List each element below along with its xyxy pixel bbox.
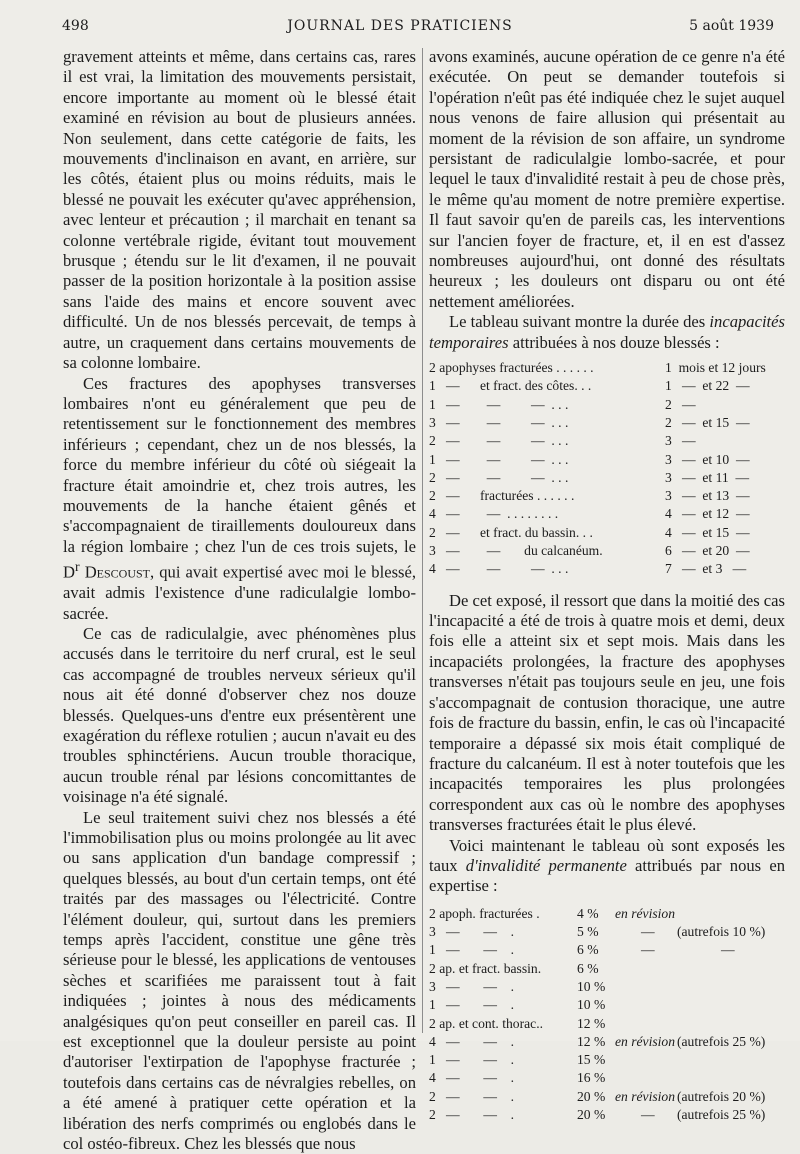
perm-table-case: 2 apoph. fracturées .	[429, 905, 540, 921]
perm-table-revision: —	[641, 924, 655, 940]
temp-table-row	[429, 359, 785, 377]
temp-table-case: 2 — — — . . .	[429, 469, 569, 485]
temp-table-case: 2 — et fract. du bassin. . .	[429, 524, 593, 540]
temp-table-duration: 1 mois et 12 jours	[665, 360, 766, 376]
perm-table-case: 2 ap. et fract. bassin.	[429, 960, 542, 976]
right-p4-a: Voici maintenant le tableau où sont exposés les taux	[429, 835, 785, 875]
temp-table-duration: 3 — et 10 —	[665, 451, 750, 467]
left-column	[63, 47, 416, 1154]
permanent-invalidity-table	[429, 905, 785, 1125]
temp-table-row	[429, 451, 785, 469]
perm-table-rate: 16 %	[577, 1070, 606, 1086]
page-header	[0, 18, 800, 40]
right-paragraph-1: avons examinés, aucune opération de ce genre n'a été exécutée. On peut se demander toutefois si l'opération n'eût pas été indiquée chez le sujet auquel nous venons de faire allusion qui présentait au moment de la révision de son affaire, un syndrome persistant de radiculalgie lombo-sacrée, et pour lequel le taux d'invalidité restait à peu de chose près, le même qu'au moment de notre première expertise. Il faut savoir qu'en de pareils cas, les interventions sur l'ancien foyer de fracture, et, il en est d'assez nombreuses aujourd'hui, ont donné des résultats heureux ; les douleurs ont disparu ou ont été nettement améliorées.	[429, 47, 785, 311]
temp-table-case: 4 — — . . . . . . . .	[429, 506, 559, 522]
perm-table-row	[429, 1106, 785, 1124]
left-p2-text: Ces fractures des apophyses transverses lombaires n'ont eu généralement que peu de retentissement sur le fonctionnement des membres inférieurs ; cependant, chez un de nos blessés, la force du membre inférieur du côté où siégeait la fracture était amoindrie et, chez trois autres, les mouvements de la hanche étaient gênés et s'accompagnaient de tiraillements douloureux dans la région lombaire ; chez l'un de ces trois sujets, le D	[63, 373, 416, 582]
right-paragraph-2	[429, 312, 785, 353]
left-paragraph-3: Ce cas de radiculalgie, avec phénomènes plus accusés dans le territoire du nerf crural, est le seul cas accompagné de troubles nerveux sérieux qu'il nous ait été donné d'observer chez nos douze blessés. Quelques-uns d'entre eux présentèrent une exagération du réflexe rotulien ; aucun n'avait eu des troubles sphinctériens. Aucun trouble thoracique, aucun trouble rénal par lésions concomittantes de voisinage n'a été signalé.	[63, 623, 416, 807]
perm-table-row	[429, 996, 785, 1014]
perm-table-previous: (autrefois 20 %)	[677, 1088, 766, 1104]
perm-table-row	[429, 978, 785, 996]
temp-table-case: 2 — — — . . .	[429, 433, 569, 449]
perm-table-rate: 6 %	[577, 960, 599, 976]
perm-table-case: 4 — — .	[429, 1070, 514, 1086]
perm-table-rate: 6 %	[577, 942, 599, 958]
temp-table-case: 2 apophyses fracturées . . . . . .	[429, 360, 594, 376]
temp-table-case: 3 — — — . . .	[429, 414, 569, 430]
perm-table-rate: 12 %	[577, 1033, 606, 1049]
perm-table-rate: 15 %	[577, 1052, 606, 1068]
page-number: 498	[62, 18, 89, 34]
temp-table-duration: 3 —	[665, 433, 696, 449]
temp-table-row	[429, 432, 785, 450]
temp-table-duration: 4 — et 15 —	[665, 524, 750, 540]
temp-table-duration: 3 — et 11 —	[665, 469, 750, 485]
perm-table-case: 3 — — .	[429, 978, 514, 994]
temp-table-case: 1 — — — . . .	[429, 396, 569, 412]
perm-table-row	[429, 1088, 785, 1106]
right-p4-emphasis: d'invalidité permanente	[465, 855, 627, 875]
temp-table-row	[429, 560, 785, 578]
perm-table-case: 1 — — .	[429, 942, 514, 958]
temp-table-case: 1 — — — . . .	[429, 451, 569, 467]
temp-table-duration: 1 — et 22 —	[665, 378, 750, 394]
perm-table-row	[429, 1051, 785, 1069]
doctor-name: Descoust	[84, 562, 151, 582]
perm-table-previous: (autrefois 25 %)	[677, 1107, 766, 1123]
perm-table-revision: en révision	[615, 905, 676, 921]
perm-table-row	[429, 1069, 785, 1087]
right-p4-b: attribués par nous en expertise :	[429, 855, 785, 896]
perm-table-rate: 10 %	[577, 997, 606, 1013]
perm-table-case: 2 ap. et cont. thorac..	[429, 1015, 543, 1031]
perm-table-revision: en révision	[615, 1088, 676, 1104]
right-p2-b: attribuées à nos douze blessés :	[508, 332, 720, 352]
perm-table-rate: 12 %	[577, 1015, 606, 1031]
right-p2-a: Le tableau suivant montre la durée des	[449, 312, 710, 332]
right-paragraph-4	[429, 836, 785, 897]
temp-table-case: 4 — — — . . .	[429, 561, 569, 577]
perm-table-revision: en révision	[615, 1033, 676, 1049]
temp-table-case: 2 — fracturées . . . . . .	[429, 488, 575, 504]
temp-table-row	[429, 414, 785, 432]
column-divider	[422, 48, 423, 1033]
perm-table-rate: 4 %	[577, 905, 599, 921]
perm-table-row	[429, 960, 785, 978]
right-p2-emphasis: incapacités temporaires	[429, 312, 785, 352]
perm-table-rate: 20 %	[577, 1088, 606, 1104]
perm-table-previous: —	[721, 942, 735, 958]
temp-table-row	[429, 542, 785, 560]
temp-table-row	[429, 505, 785, 523]
perm-table-case: 2 — — .	[429, 1107, 514, 1123]
perm-table-rate: 10 %	[577, 978, 606, 994]
temp-table-duration: 3 — et 13 —	[665, 488, 750, 504]
perm-table-case: 1 — — .	[429, 997, 514, 1013]
temp-table-row	[429, 377, 785, 395]
temp-table-duration: 2 — et 15 —	[665, 414, 750, 430]
temp-table-case: 1 — et fract. des côtes. . .	[429, 378, 592, 394]
perm-table-rate: 5 %	[577, 924, 599, 940]
perm-table-row	[429, 923, 785, 941]
temp-table-row	[429, 469, 785, 487]
right-column	[429, 47, 785, 1124]
left-paragraph-1: gravement atteints et même, dans certains cas, rares il est vrai, la limitation des mouvements persistait, encore importante au moment où le blessé était examiné en révision au bout de plusieurs années. Non seulement, dans cette catégorie de faits, les mouvements d'inclinaison en avant, en arrière, sur les côtés, étaient plus ou moins réduits, mais le blessé ne pouvait les exécuter qu'avec appréhension, avec lenteur et précaution ; il marchait en tenant sa colonne vertébrale rigide, évitant tout mouvement brusque ; étendu sur le lit d'examen, il ne pouvait passer de la position horizontale à la position assise sans l'aide des mains et encore souvent avec difficulté. Un de nos blessés percevait, de temps à autre, un craquement dans certains mouvements de sa colonne lombaire.	[63, 47, 416, 373]
left-paragraph-2	[63, 374, 416, 624]
temp-table-duration: 7 — et 3 —	[665, 561, 747, 577]
perm-table-row	[429, 905, 785, 923]
perm-table-row	[429, 1015, 785, 1033]
issue-date: 5 août 1939	[689, 18, 774, 34]
perm-table-row	[429, 941, 785, 959]
left-paragraph-4: Le seul traitement suivi chez nos blessés a été l'immobilisation plus ou moins prolongée au lit avec ou sans application d'un bandage compressif ; quelques blessés, au bout d'un certain temps, ont été traités par des massages ou l'électricité. Contre l'élément douleur, qui, surtout dans les premiers temps après l'accident, constitue une gêne très sérieuse pour le blessé, les applications de ventouses sèches et scarifiées me paraissent tout à fait indiquées ; jointes à nous des médicaments analgésiques qu'on peut conseiller en pareil cas. Il est exceptionnel que la douleur persiste au point d'autoriser l'extirpation de l'apophyse fracturée ; toutefois dans certains cas de névralgies rebelles, on a été amené à pratiquer cette opération et la libération des nerfs comprimés ou englobés dans le col ostéo-fibreux. Chez les blessés que nous	[63, 807, 416, 1154]
perm-table-previous: (autrefois 25 %)	[677, 1033, 766, 1049]
perm-table-case: 1 — — .	[429, 1052, 514, 1068]
perm-table-case: 2 — — .	[429, 1088, 514, 1104]
perm-table-case: 4 — — .	[429, 1033, 514, 1049]
perm-table-rate: 20 %	[577, 1107, 606, 1123]
right-paragraph-3: De cet exposé, il ressort que dans la moitié des cas l'incapacité a été de trois à quatre mois et demi, deux fois elle a atteint six et sept mois. Mais dans les incapaciéts prolongées, la fracture des apophyses transverses n'était pas toujours seule en jeu, une fois s'accompagnait de contusion thoracique, une autre fois de fracture du bassin, enfin, le cas où l'incapacité temporaire a dépassé six mois était compliqué de fracture du calcanéum. Il est à noter toutefois que les incapacités temporaires les plus prolongées correspondent aux cas où le nombre des apophyses transverses fracturées était le plus élevé.	[429, 590, 785, 835]
perm-table-previous: (autrefois 10 %)	[677, 924, 766, 940]
temp-table-row	[429, 524, 785, 542]
perm-table-case: 3 — — .	[429, 924, 514, 940]
left-p2-end: , qui avait expertisé avec moi le blessé, avait admis l'existence d'une radiculalgie lombo-sacrée.	[63, 562, 416, 623]
perm-table-row	[429, 1033, 785, 1051]
temp-table-duration: 2 —	[665, 396, 696, 412]
temp-table-case: 3 — — du calcanéum.	[429, 543, 603, 559]
doctor-superscript: r	[74, 559, 80, 575]
temp-table-row	[429, 396, 785, 414]
temp-table-row	[429, 487, 785, 505]
journal-title: JOURNAL DES PRATICIENS	[287, 18, 513, 34]
temp-table-duration: 6 — et 20 —	[665, 543, 750, 559]
temporary-incapacity-table	[429, 359, 785, 579]
perm-table-revision: —	[641, 1107, 655, 1123]
temp-table-duration: 4 — et 12 —	[665, 506, 750, 522]
perm-table-revision: —	[641, 942, 655, 958]
